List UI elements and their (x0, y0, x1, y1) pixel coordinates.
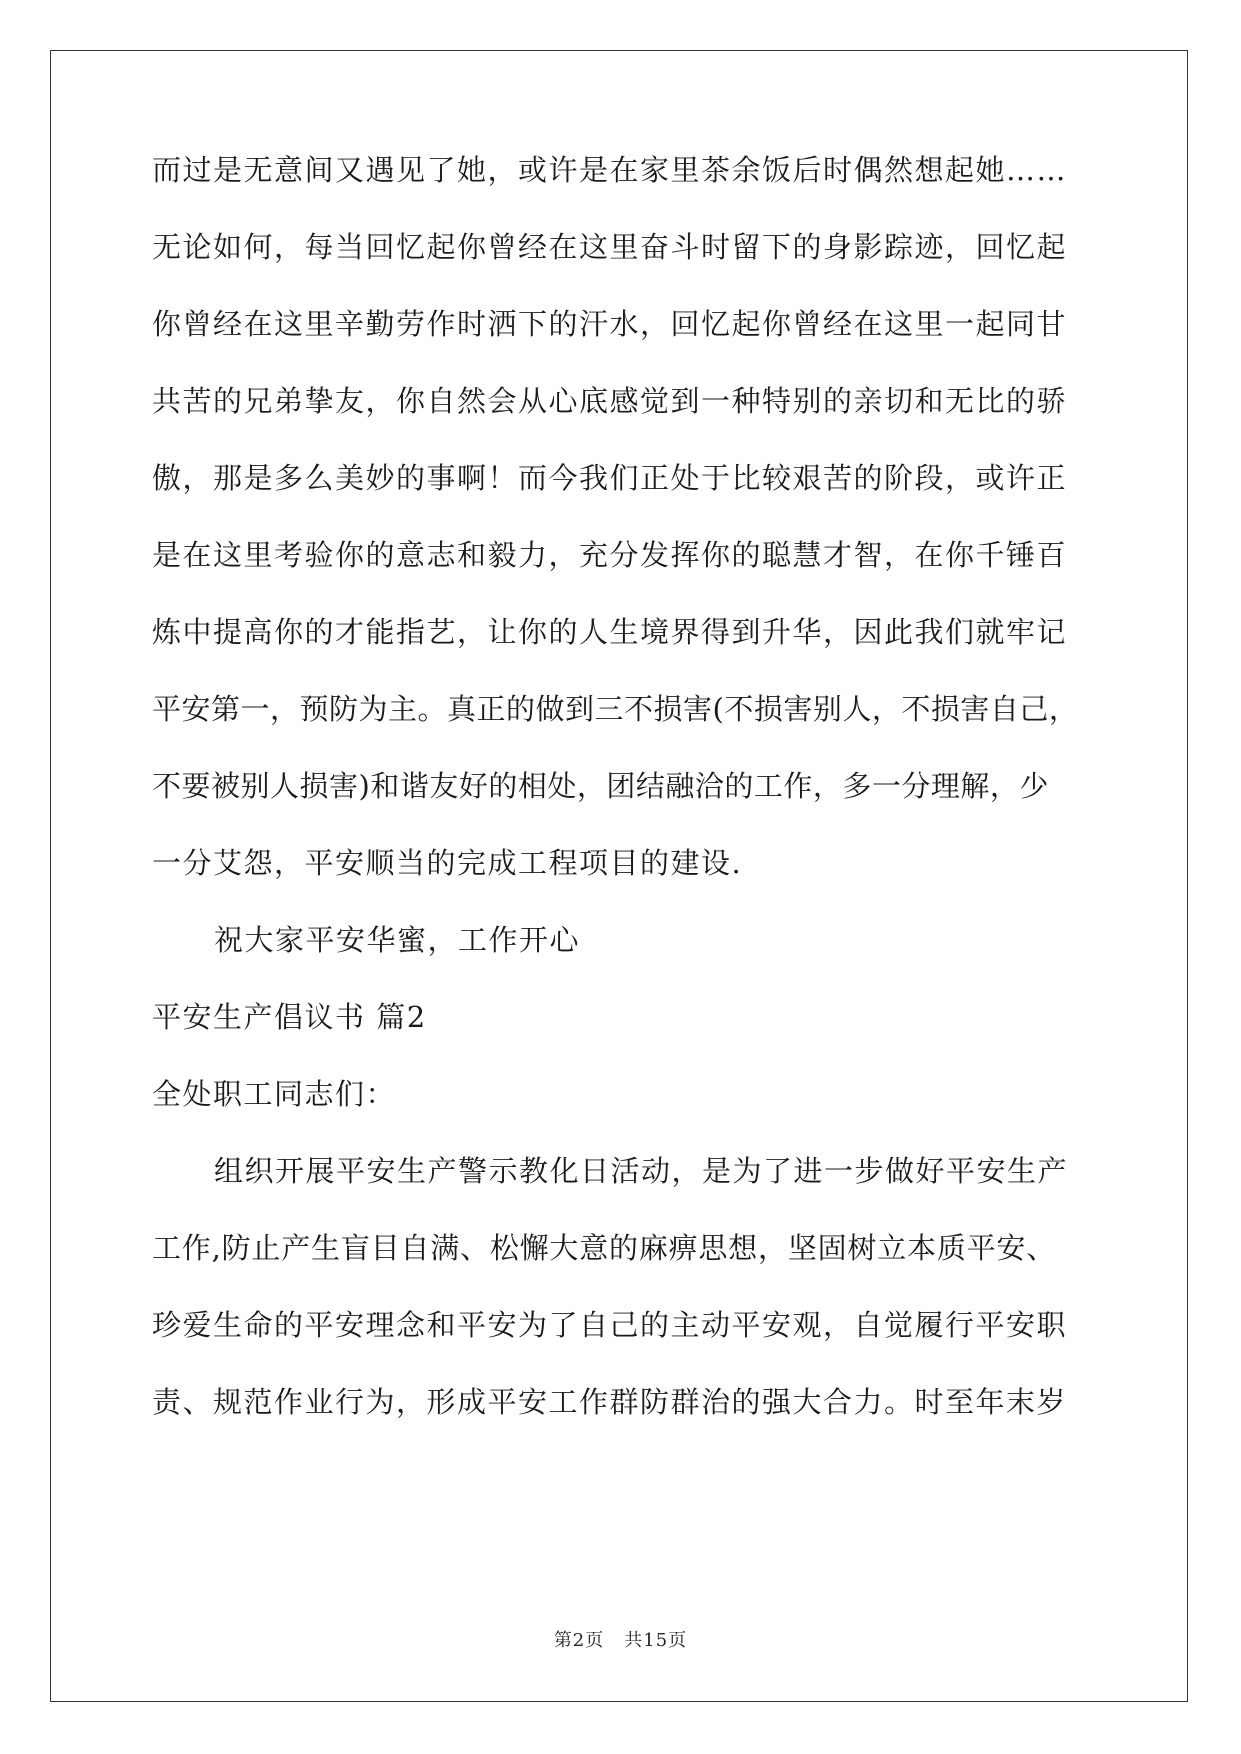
salutation: 全处职工同志们： (152, 1077, 397, 1111)
page-footer (0, 1626, 1241, 1652)
page-total: 共15页 (624, 1630, 688, 1651)
body-line: 是在这里考验你的意志和毅力，充分发挥你的聪慧才智，在你千锤百 (152, 538, 1068, 572)
page-number: 第2页 (553, 1630, 605, 1651)
body-line: 工作,防止产生盲目自满、松懈大意的麻痹思想，坚固树立本质平安、 (152, 1231, 1057, 1265)
body-line: 共苦的兄弟挚友，你自然会从心底感觉到一种特别的亲切和无比的骄 (152, 384, 1068, 418)
body-line: 平安第一，预防为主。真正的做到三不损害(不损害别人，不损害自己， (152, 692, 1079, 726)
body-line: 你曾经在这里辛勤劳作时洒下的汗水，回忆起你曾经在这里一起同甘 (152, 307, 1068, 341)
body-line: 不要被别人损害)和谐友好的相处，团结融洽的工作，多一分理解，少 (152, 769, 1049, 803)
body-line: 珍爱生命的平安理念和平安为了自己的主动平安观，自觉履行平安职 (152, 1308, 1068, 1342)
body-line: 责、规范作业行为，形成平安工作群防群治的强大合力。时至年末岁 (152, 1385, 1068, 1419)
body-line: 一分艾怨，平安顺当的完成工程项目的建设. (152, 846, 743, 880)
body-line: 无论如何，每当回忆起你曾经在这里奋斗时留下的身影踪迹，回忆起 (152, 230, 1068, 264)
closing-wish: 祝大家平安华蜜，工作开心 (214, 923, 581, 957)
body-line: 组织开展平安生产警示教化日活动，是为了进一步做好平安生产 (214, 1154, 1069, 1188)
body-line: 炼中提高你的才能指艺，让你的人生境界得到升华，因此我们就牢记 (152, 615, 1068, 649)
body-line: 傲，那是多么美妙的事啊！而今我们正处于比较艰苦的阶段，或许正 (152, 461, 1068, 495)
section-heading: 平安生产倡议书 篇2 (152, 1000, 427, 1034)
body-line: 而过是无意间又遇见了她，或许是在家里茶余饭后时偶然想起她…… (152, 153, 1068, 187)
